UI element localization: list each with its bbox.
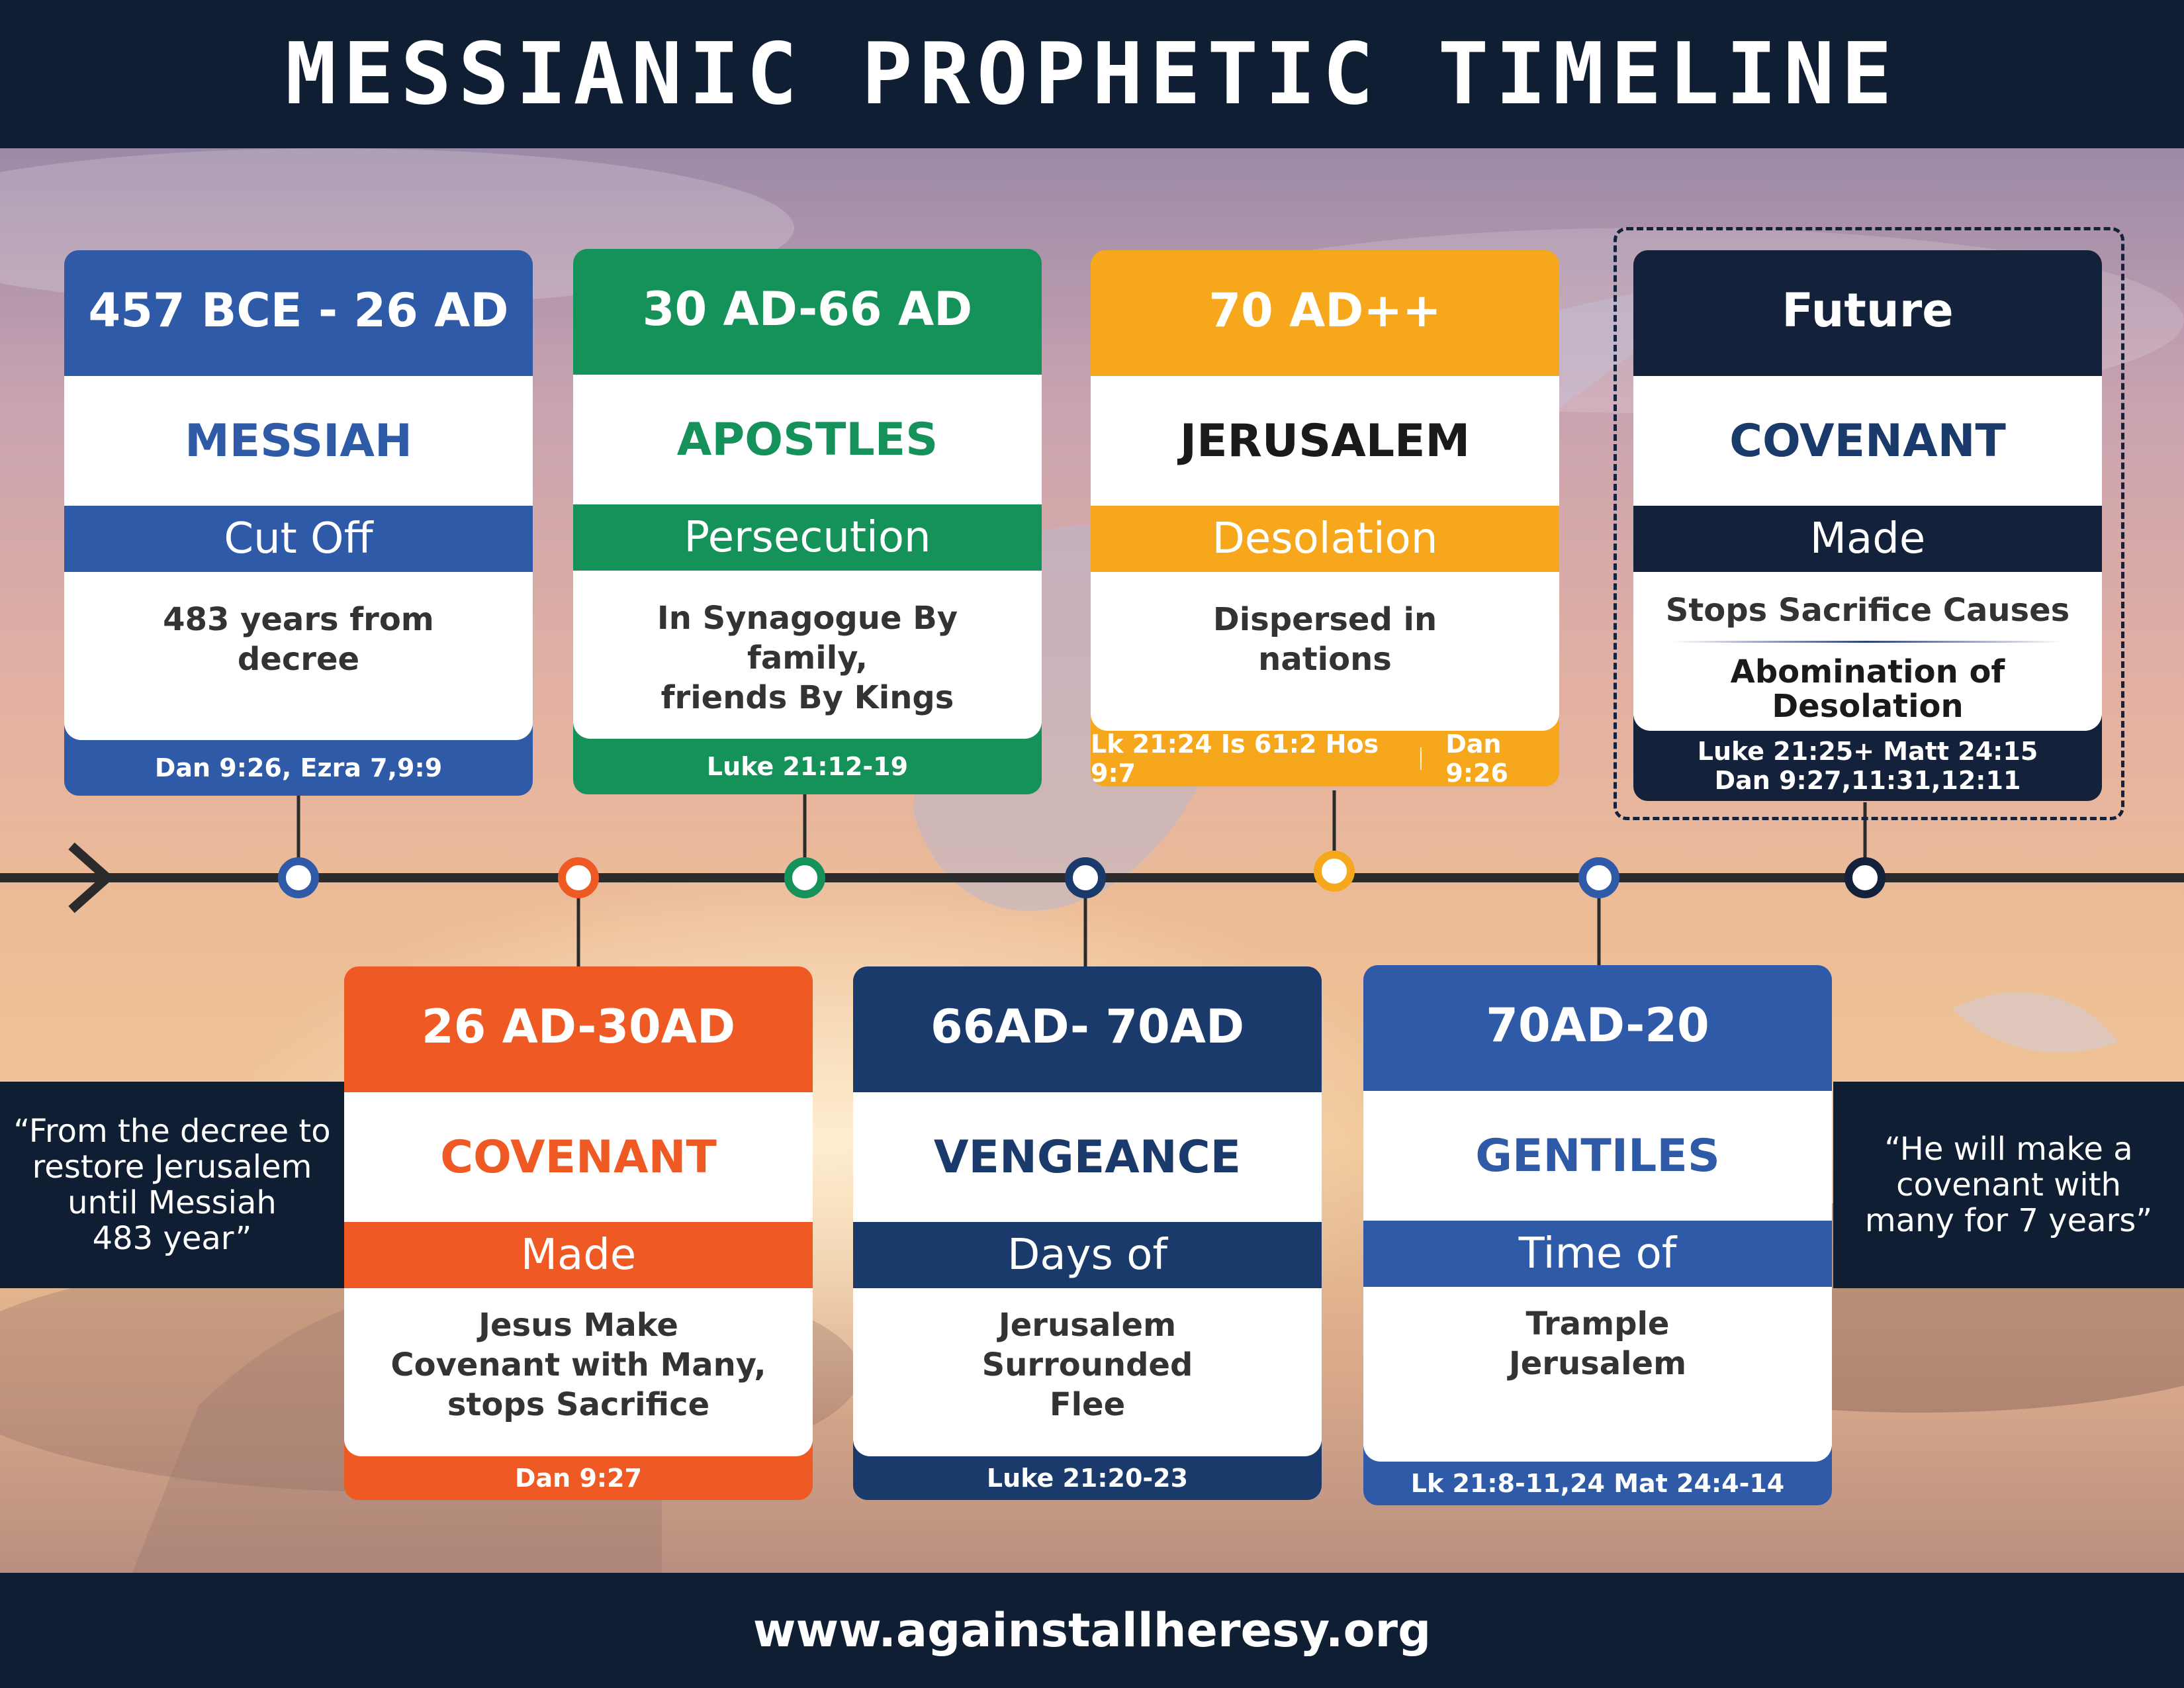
node-future	[1848, 861, 1882, 894]
node-apostles	[788, 861, 821, 894]
reference-part: Lk 21:24 Is 61:2 Hos 9:7	[1091, 729, 1379, 786]
card-description	[344, 1288, 813, 1456]
card-period: 457 BCE - 26 AD	[88, 283, 509, 338]
quote-line: until Messiah	[68, 1184, 277, 1221]
desc-line: friends By Kings	[660, 679, 954, 716]
card-subtitle: Persecution	[684, 513, 931, 562]
card-subtitle: Desolation	[1212, 514, 1438, 563]
desc-line: decree	[237, 641, 360, 678]
desc-line: nations	[1258, 641, 1392, 678]
card-period: 66AD- 70AD	[930, 1000, 1245, 1054]
card-description	[1363, 1287, 1832, 1462]
card-subtitle: Time of	[1518, 1229, 1677, 1278]
card-title: JERUSALEM	[1091, 376, 1559, 506]
card-title: COVENANT	[1633, 376, 2102, 506]
reference-line: Luke 21:25+ Matt 24:15	[1697, 737, 2038, 766]
card-title: APOSTLES	[573, 375, 1042, 504]
card-apostles	[573, 249, 1042, 794]
desc-line: Jesus Make	[478, 1307, 678, 1344]
node-gentiles	[1582, 861, 1615, 894]
card-subtitle: Days of	[1007, 1231, 1167, 1280]
node-vengeance	[1069, 861, 1102, 894]
card-reference: Lk 21:8-11,24 Mat 24:4-14	[1410, 1469, 1785, 1498]
card-covenant-made	[344, 966, 813, 1500]
website-link[interactable]: www.againstallheresy.org	[752, 1603, 1432, 1658]
quote-line: many for 7 years”	[1864, 1202, 2153, 1239]
page-title: MESSIANIC PROPHETIC TIMELINE	[285, 24, 1899, 124]
card-period: Future	[1782, 283, 1954, 338]
node-messiah	[282, 861, 315, 894]
card-period: 30 AD-66 AD	[642, 282, 973, 336]
description-divider	[1672, 641, 2063, 643]
desc-line: Dispersed in	[1212, 601, 1437, 638]
card-title: COVENANT	[344, 1092, 813, 1222]
card-vengeance	[853, 966, 1322, 1500]
desc-line: Abomination of	[1730, 653, 2005, 690]
card-future	[1633, 250, 2102, 801]
desc-line: Jerusalem	[1508, 1345, 1687, 1382]
card-reference: Luke 21:20-23	[986, 1464, 1189, 1493]
quote-right	[1833, 1082, 2184, 1288]
card-description	[1633, 572, 2102, 731]
desc-line: Stops Sacrifice Causes	[1665, 592, 2070, 629]
card-period: 26 AD-30AD	[421, 1000, 736, 1054]
card-reference	[1091, 731, 1559, 786]
desc-line: 483 years from	[163, 601, 434, 638]
card-period: 70AD-20	[1486, 998, 1709, 1053]
node-covenant-made	[562, 861, 595, 894]
card-reference	[1633, 731, 2102, 801]
node-jerusalem	[1318, 855, 1351, 888]
card-reference: Luke 21:12-19	[706, 752, 909, 781]
quote-line: “From the decree to	[13, 1113, 331, 1150]
card-reference: Dan 9:27	[515, 1464, 642, 1493]
card-period: 70 AD++	[1208, 283, 1441, 338]
desc-line: In Synagogue By family,	[657, 600, 958, 677]
quote-line: “He will make a	[1884, 1131, 2133, 1168]
card-reference: Dan 9:26, Ezra 7,9:9	[154, 753, 443, 782]
card-jerusalem	[1091, 250, 1559, 786]
card-description	[573, 571, 1042, 739]
card-gentiles	[1363, 965, 1832, 1505]
quote-left	[0, 1082, 344, 1288]
card-title: VENGEANCE	[853, 1092, 1322, 1222]
card-subtitle: Made	[1809, 514, 1926, 563]
desc-line: Covenant with Many,	[390, 1346, 766, 1383]
card-messiah	[64, 250, 533, 796]
quote-line: 483 year”	[92, 1220, 252, 1257]
desc-line: Jerusalem	[998, 1307, 1177, 1344]
card-description	[1091, 572, 1559, 731]
reference-divider	[1420, 747, 1422, 770]
desc-line: Desolation	[1772, 688, 1964, 725]
reference-part: Dan 9:26	[1445, 729, 1508, 786]
card-subtitle: Cut Off	[224, 514, 373, 563]
card-description	[64, 572, 533, 740]
footer-bar	[0, 1573, 2184, 1688]
desc-line: stops Sacrifice	[447, 1386, 710, 1423]
card-title: GENTILES	[1363, 1091, 1832, 1221]
desc-line: Flee	[1049, 1386, 1126, 1423]
quote-line: restore Jerusalem	[32, 1149, 312, 1186]
card-title: MESSIAH	[64, 376, 533, 506]
reference-line: Dan 9:27,11:31,12:11	[1714, 766, 2021, 795]
card-description	[853, 1288, 1322, 1456]
card-subtitle: Made	[520, 1231, 637, 1280]
quote-line: covenant with	[1896, 1166, 2121, 1203]
desc-line: Trample	[1525, 1305, 1670, 1342]
desc-line: Surrounded	[981, 1346, 1193, 1383]
